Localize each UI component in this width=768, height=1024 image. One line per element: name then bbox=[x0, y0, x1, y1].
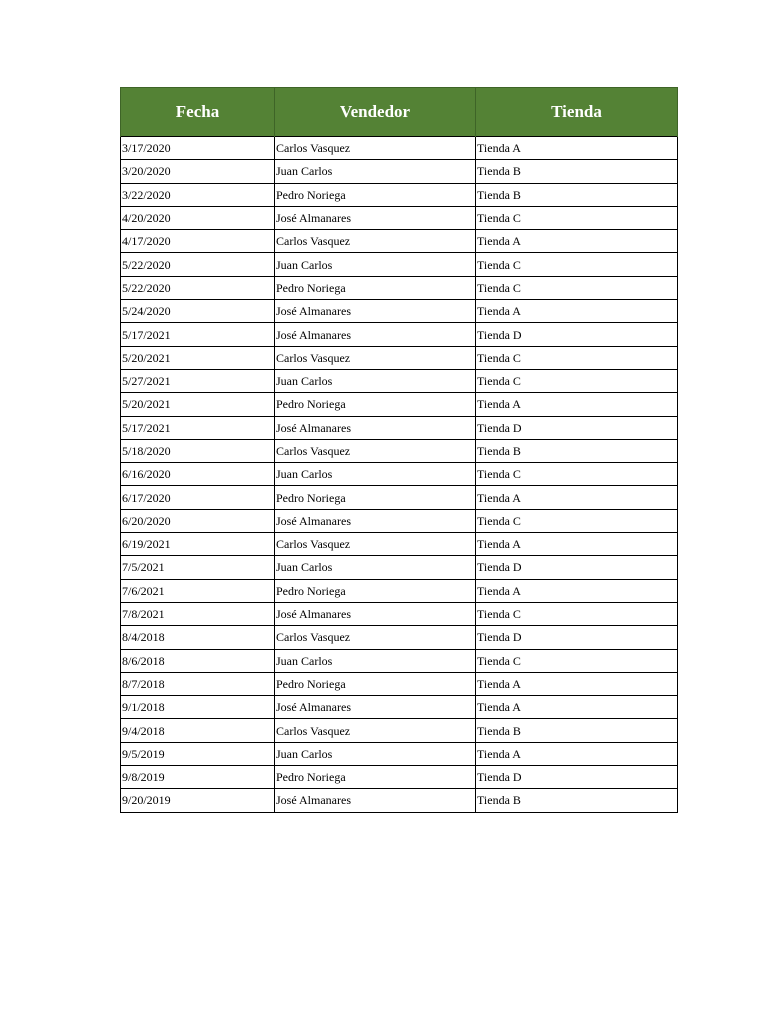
cell-tienda: Tienda A bbox=[476, 486, 678, 509]
cell-tienda: Tienda B bbox=[476, 439, 678, 462]
cell-vendedor: Carlos Vasquez bbox=[275, 137, 476, 160]
cell-tienda: Tienda A bbox=[476, 137, 678, 160]
cell-fecha: 9/4/2018 bbox=[121, 719, 275, 742]
cell-fecha: 8/7/2018 bbox=[121, 672, 275, 695]
header-fecha: Fecha bbox=[121, 88, 275, 137]
table-row bbox=[121, 626, 678, 649]
cell-vendedor: José Almanares bbox=[275, 416, 476, 439]
cell-fecha: 6/19/2021 bbox=[121, 533, 275, 556]
table-row bbox=[121, 253, 678, 276]
cell-fecha: 7/6/2021 bbox=[121, 579, 275, 602]
table-row bbox=[121, 160, 678, 183]
cell-vendedor: José Almanares bbox=[275, 206, 476, 229]
cell-vendedor: Pedro Noriega bbox=[275, 183, 476, 206]
table-row bbox=[121, 766, 678, 789]
table-row bbox=[121, 509, 678, 532]
cell-fecha: 5/20/2021 bbox=[121, 346, 275, 369]
cell-tienda: Tienda A bbox=[476, 533, 678, 556]
cell-vendedor: Juan Carlos bbox=[275, 742, 476, 765]
cell-tienda: Tienda A bbox=[476, 393, 678, 416]
cell-fecha: 9/8/2019 bbox=[121, 766, 275, 789]
cell-vendedor: José Almanares bbox=[275, 789, 476, 812]
cell-tienda: Tienda C bbox=[476, 602, 678, 625]
cell-fecha: 9/20/2019 bbox=[121, 789, 275, 812]
cell-tienda: Tienda C bbox=[476, 206, 678, 229]
cell-vendedor: Juan Carlos bbox=[275, 556, 476, 579]
cell-fecha: 5/24/2020 bbox=[121, 300, 275, 323]
table-row bbox=[121, 533, 678, 556]
cell-vendedor: Carlos Vasquez bbox=[275, 719, 476, 742]
cell-tienda: Tienda C bbox=[476, 253, 678, 276]
cell-fecha: 4/20/2020 bbox=[121, 206, 275, 229]
cell-fecha: 5/17/2021 bbox=[121, 416, 275, 439]
cell-fecha: 3/22/2020 bbox=[121, 183, 275, 206]
table-row bbox=[121, 789, 678, 812]
cell-vendedor: Juan Carlos bbox=[275, 160, 476, 183]
header-vendedor: Vendedor bbox=[275, 88, 476, 137]
table-row bbox=[121, 742, 678, 765]
cell-tienda: Tienda C bbox=[476, 276, 678, 299]
table-row bbox=[121, 137, 678, 160]
cell-tienda: Tienda A bbox=[476, 230, 678, 253]
cell-vendedor: Pedro Noriega bbox=[275, 766, 476, 789]
cell-tienda: Tienda D bbox=[476, 556, 678, 579]
header-tienda: Tienda bbox=[476, 88, 678, 137]
cell-vendedor: Juan Carlos bbox=[275, 463, 476, 486]
table-row bbox=[121, 719, 678, 742]
cell-vendedor: Carlos Vasquez bbox=[275, 626, 476, 649]
cell-fecha: 7/8/2021 bbox=[121, 602, 275, 625]
cell-vendedor: José Almanares bbox=[275, 696, 476, 719]
cell-fecha: 9/5/2019 bbox=[121, 742, 275, 765]
cell-fecha: 9/1/2018 bbox=[121, 696, 275, 719]
cell-fecha: 6/20/2020 bbox=[121, 509, 275, 532]
cell-fecha: 5/20/2021 bbox=[121, 393, 275, 416]
sales-table bbox=[120, 87, 678, 813]
cell-vendedor: José Almanares bbox=[275, 300, 476, 323]
cell-fecha: 8/4/2018 bbox=[121, 626, 275, 649]
cell-vendedor: Pedro Noriega bbox=[275, 579, 476, 602]
table-row bbox=[121, 602, 678, 625]
cell-vendedor: Carlos Vasquez bbox=[275, 230, 476, 253]
cell-tienda: Tienda B bbox=[476, 789, 678, 812]
cell-vendedor: Carlos Vasquez bbox=[275, 346, 476, 369]
cell-vendedor: Juan Carlos bbox=[275, 369, 476, 392]
cell-vendedor: José Almanares bbox=[275, 323, 476, 346]
cell-vendedor: Juan Carlos bbox=[275, 649, 476, 672]
cell-vendedor: José Almanares bbox=[275, 509, 476, 532]
table-row bbox=[121, 393, 678, 416]
cell-vendedor: Pedro Noriega bbox=[275, 393, 476, 416]
cell-tienda: Tienda A bbox=[476, 696, 678, 719]
cell-tienda: Tienda C bbox=[476, 369, 678, 392]
table-row bbox=[121, 486, 678, 509]
table-row bbox=[121, 206, 678, 229]
cell-tienda: Tienda A bbox=[476, 579, 678, 602]
header-row bbox=[121, 88, 678, 137]
cell-tienda: Tienda B bbox=[476, 719, 678, 742]
cell-vendedor: Carlos Vasquez bbox=[275, 533, 476, 556]
cell-tienda: Tienda C bbox=[476, 649, 678, 672]
spreadsheet-page bbox=[120, 87, 677, 813]
cell-fecha: 6/17/2020 bbox=[121, 486, 275, 509]
cell-tienda: Tienda D bbox=[476, 416, 678, 439]
table-row bbox=[121, 556, 678, 579]
table-row bbox=[121, 649, 678, 672]
cell-tienda: Tienda B bbox=[476, 183, 678, 206]
cell-vendedor: Carlos Vasquez bbox=[275, 439, 476, 462]
table-row bbox=[121, 346, 678, 369]
cell-tienda: Tienda A bbox=[476, 300, 678, 323]
cell-tienda: Tienda D bbox=[476, 323, 678, 346]
cell-tienda: Tienda D bbox=[476, 626, 678, 649]
cell-tienda: Tienda C bbox=[476, 463, 678, 486]
cell-tienda: Tienda C bbox=[476, 346, 678, 369]
cell-fecha: 8/6/2018 bbox=[121, 649, 275, 672]
cell-tienda: Tienda D bbox=[476, 766, 678, 789]
cell-tienda: Tienda C bbox=[476, 509, 678, 532]
table-row bbox=[121, 183, 678, 206]
table-row bbox=[121, 369, 678, 392]
cell-vendedor: Juan Carlos bbox=[275, 253, 476, 276]
table-row bbox=[121, 323, 678, 346]
table-body bbox=[121, 137, 678, 813]
table-row bbox=[121, 230, 678, 253]
table-row bbox=[121, 439, 678, 462]
table-row bbox=[121, 300, 678, 323]
cell-tienda: Tienda A bbox=[476, 742, 678, 765]
cell-vendedor: José Almanares bbox=[275, 602, 476, 625]
cell-fecha: 5/22/2020 bbox=[121, 253, 275, 276]
table-row bbox=[121, 276, 678, 299]
table-header bbox=[121, 88, 678, 137]
cell-fecha: 6/16/2020 bbox=[121, 463, 275, 486]
cell-fecha: 5/27/2021 bbox=[121, 369, 275, 392]
table-row bbox=[121, 579, 678, 602]
table-row bbox=[121, 672, 678, 695]
cell-tienda: Tienda B bbox=[476, 160, 678, 183]
cell-vendedor: Pedro Noriega bbox=[275, 486, 476, 509]
cell-fecha: 3/17/2020 bbox=[121, 137, 275, 160]
cell-fecha: 5/17/2021 bbox=[121, 323, 275, 346]
table-row bbox=[121, 416, 678, 439]
table-row bbox=[121, 696, 678, 719]
table-row bbox=[121, 463, 678, 486]
cell-tienda: Tienda A bbox=[476, 672, 678, 695]
cell-vendedor: Pedro Noriega bbox=[275, 672, 476, 695]
cell-fecha: 5/18/2020 bbox=[121, 439, 275, 462]
cell-fecha: 4/17/2020 bbox=[121, 230, 275, 253]
cell-fecha: 3/20/2020 bbox=[121, 160, 275, 183]
cell-vendedor: Pedro Noriega bbox=[275, 276, 476, 299]
cell-fecha: 7/5/2021 bbox=[121, 556, 275, 579]
cell-fecha: 5/22/2020 bbox=[121, 276, 275, 299]
